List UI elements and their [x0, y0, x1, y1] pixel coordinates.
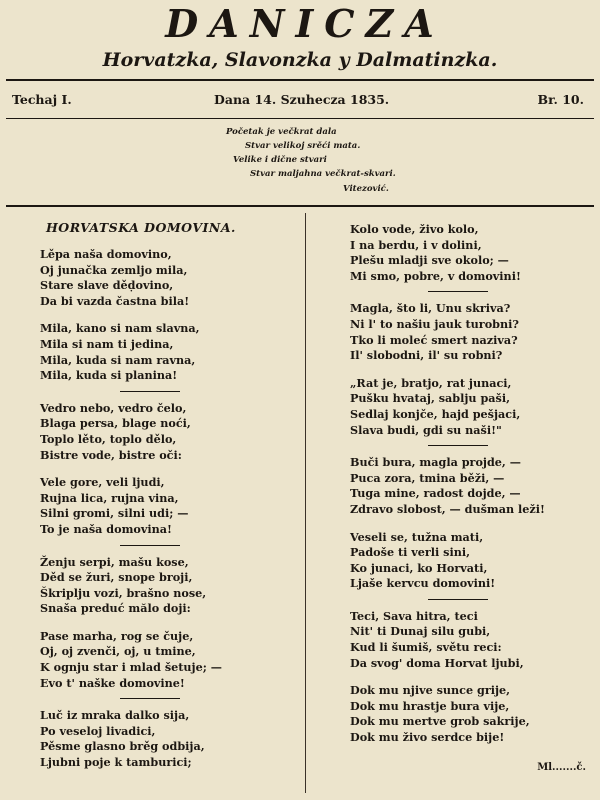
verse-line: Evo t' naške domovine!: [40, 675, 185, 690]
verse-line: Lěpa naša domovino,: [40, 247, 172, 261]
stanza-gap: [350, 364, 590, 376]
stanza: [350, 683, 590, 745]
verse-line: Padoše ti verli sini,: [350, 545, 471, 560]
verse-line: „Rat je, bratjo, rat junaci,: [350, 375, 512, 390]
stanza: [350, 222, 590, 284]
stanza: [40, 555, 290, 617]
issue-date: Dana 14. Szuhecza 1835.: [214, 92, 390, 107]
stanza-separator: [120, 391, 180, 392]
stanza: [350, 609, 590, 671]
stanza: [40, 247, 290, 309]
verse-line: Dok mu njive sunce grije,: [350, 683, 511, 698]
verse-line: Silni gromi, silni udi; —: [40, 506, 189, 521]
verse-line: To je naša domovina!: [40, 521, 172, 536]
section-rule: [6, 205, 594, 207]
newspaper-title: DANICZA: [165, 1, 445, 46]
stanza: [350, 301, 590, 363]
author-signature: Ml.......č.: [537, 762, 586, 773]
stanza-gap: [40, 617, 290, 629]
verse-line: Da bi vazda častna bila!: [40, 293, 190, 308]
verse-line: Toplo lěto, toplo dělo,: [40, 431, 177, 446]
verse-line: Veseli se, tužna mati,: [350, 529, 484, 544]
top-rule: [6, 79, 594, 81]
stanza-separator: [428, 445, 488, 446]
verse-line: Mila, kuda si nam ravna,: [40, 352, 196, 367]
verse-line: Stare slave děḍovino,: [40, 278, 174, 293]
volume-label: Techaj I.: [12, 92, 72, 107]
stanza: [40, 321, 290, 383]
verse-line: Děd se žuri, snope broji,: [40, 570, 193, 585]
info-rule: [6, 118, 594, 119]
stanza-gap: [350, 671, 590, 683]
stanza-separator: [428, 599, 488, 600]
verse-line: Blaga persa, blage noći,: [40, 416, 191, 431]
stanza: [40, 475, 290, 537]
verse-line: Il' slobodni, il' su robni?: [350, 348, 503, 363]
verse-line: Tuga mine, radost dojde, —: [350, 486, 521, 501]
verse-line: I na berdu, i v dolini,: [350, 237, 482, 252]
verse-line: Magla, što li, Unu skriva?: [350, 301, 511, 316]
verse-line: Ženju serpi, mašu kose,: [40, 554, 189, 569]
stanza-gap: [350, 518, 590, 530]
verse-line: Ko junaci, ko Horvati,: [350, 560, 488, 575]
verse-line: Pěsme glasno brěg odbija,: [40, 739, 205, 754]
verse-line: Ni l' to našiu jauk turobni?: [350, 316, 519, 331]
verse-line: Oj junačka zemljo mila,: [40, 262, 188, 277]
verse-line: Nit' ti Dunaj silu gubi,: [350, 624, 491, 639]
verse-line: Mila, kuda si planina!: [40, 368, 178, 383]
stanza: [350, 455, 590, 517]
poem-right-column: [350, 222, 590, 746]
issue-number: Br. 10.: [537, 92, 584, 107]
verse-line: Kud li šumiš, světu reci:: [350, 640, 502, 655]
issue-info-bar: [12, 92, 588, 112]
verse-line: Pase marha, rog se čuje,: [40, 628, 194, 643]
verse-line: Slava budi, gdi su naši!": [350, 422, 502, 437]
stanza-separator: [120, 698, 180, 699]
column-divider: [305, 213, 306, 793]
stanza-separator: [428, 291, 488, 292]
epigraph-line: Stvar velikoj srěći mata.: [245, 141, 361, 151]
verse-line: Škriplju vozi, brašno nose,: [40, 585, 207, 600]
verse-line: Vele gore, veli ljudi,: [40, 475, 165, 490]
stanza-gap: [40, 309, 290, 321]
verse-line: Teci, Sava hitra, teci: [350, 608, 478, 623]
verse-line: Tko li moleć smert naziva?: [350, 332, 518, 347]
stanza-separator: [120, 545, 180, 546]
verse-line: Mila si nam ti jedina,: [40, 336, 174, 351]
verse-line: Ljaše kervcu domovini!: [350, 576, 496, 591]
verse-line: Puca zora, tmina běži, —: [350, 470, 505, 485]
verse-line: Mi smo, pobre, v domovini!: [350, 268, 521, 283]
verse-line: Kolo vode, živo kolo,: [350, 222, 479, 236]
stanza: [350, 376, 590, 438]
verse-line: Vedro nebo, vedro čelo,: [40, 400, 187, 415]
epigraph-line: Stvar maljahna večkrat-skvari.: [250, 169, 396, 179]
verse-line: Snaša preduć mălo doji:: [40, 601, 191, 616]
verse-line: Luč iz mraka dalko sija,: [40, 708, 190, 723]
verse-line: Plešu mladji sve okolo; —: [350, 253, 509, 268]
stanza: [40, 629, 290, 691]
stanza: [350, 530, 590, 592]
verse-line: Po veseloj livadici,: [40, 723, 156, 738]
verse-line: Mila, kano si nam slavna,: [40, 321, 200, 336]
verse-line: K ognju star i mlad šetuje; —: [40, 660, 222, 675]
verse-line: Da svog' doma Horvat ljubi,: [350, 655, 524, 670]
verse-line: Dok mu hrastje bura vije,: [350, 698, 510, 713]
verse-line: Dok mu živo serdce bije!: [350, 730, 505, 745]
verse-line: Sedlaj konjče, hajd pešjaci,: [350, 406, 521, 421]
stanza: [40, 708, 290, 770]
epigraph-author: Vitezović.: [343, 184, 389, 194]
verse-line: Dok mu mertve grob sakrije,: [350, 714, 530, 729]
epigraph-line: Velike i dične stvari: [233, 155, 327, 165]
epigraph-line: Početak je večkrat dala: [226, 127, 337, 137]
poem-left-column: [40, 215, 290, 771]
verse-line: Rujna lica, rujna vina,: [40, 490, 179, 505]
verse-line: Ljubni poje k tamburici;: [40, 755, 192, 770]
verse-line: Bistre vode, bistre oči:: [40, 447, 182, 462]
verse-line: Pušku hvataj, sablju paši,: [350, 391, 510, 406]
poem-title: HORVATSKA DOMOVINA.: [46, 220, 236, 235]
stanza: [40, 401, 290, 463]
masthead: [0, 2, 600, 72]
newspaper-subtitle: Horvatzka, Slavonzka y Dalmatinzka.: [102, 49, 498, 71]
verse-line: Buči bura, magla projde, —: [350, 455, 521, 470]
stanza-gap: [40, 463, 290, 475]
verse-line: Zdravo slobost, — dušman leži!: [350, 501, 545, 516]
verse-line: Oj, oj zvenči, oj, u tmine,: [40, 644, 196, 659]
